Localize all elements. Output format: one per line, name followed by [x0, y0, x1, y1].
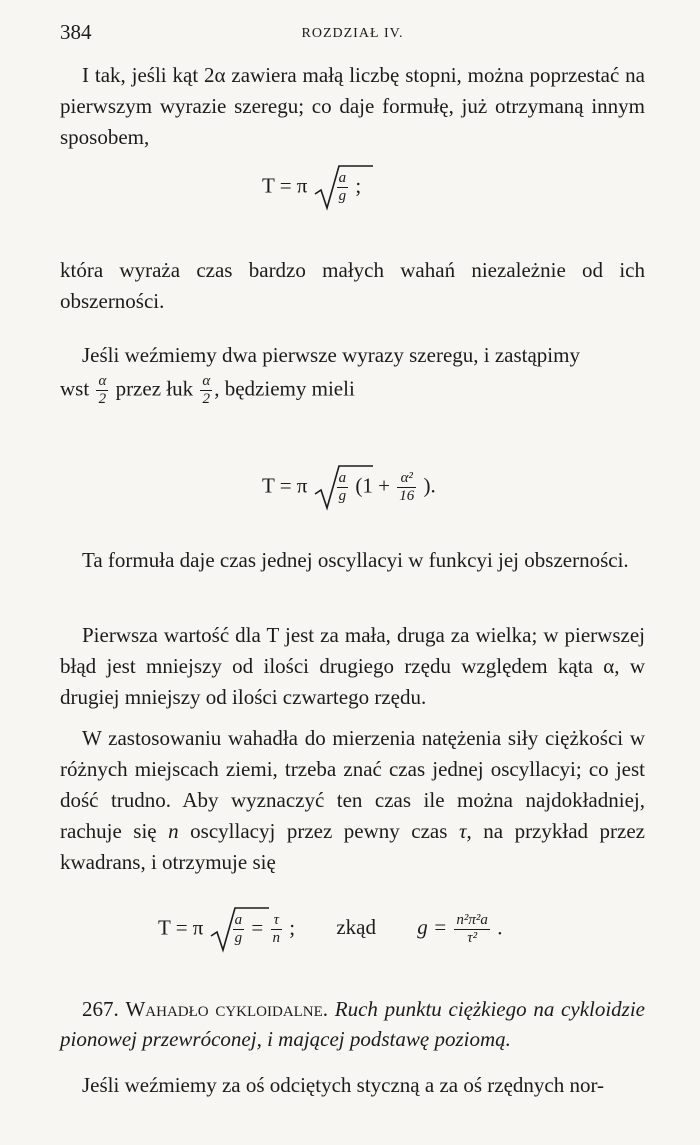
eq1-end: ; — [355, 173, 362, 198]
paragraph-5: Pierwsza wartość dla T jest za mała, druga za wielka; w pierwszej błąd jest mniejszy od ilości drugiego rzędu względem kąta α, w drugiej mniejszy od ilości czwartego rzędu. — [60, 623, 645, 709]
paragraph-1: I tak, jeśli kąt 2α zawiera małą liczbę stopni, można poprzestać na pierwszym wyrazie szeregu; co daje formułę, już otrzymaną innym sposobem, — [60, 63, 645, 149]
eq3-fraction-2 — [271, 912, 283, 947]
sqrt-symbol-3 — [209, 912, 247, 947]
p6-part-a: W zastosowaniu wahadła do mierzenia natężenia siły ciężkości w różnych miejscach ziemi, trzeba znać czas jednej oscyllacyi; co jest dość trudno. Aby wyznaczyć ten czas ile można najdokładniej, rachuje się — [60, 726, 645, 843]
eq3-lhs: T = π — [158, 915, 204, 940]
p3-frac-1-den: 2 — [98, 391, 107, 407]
eq2-numerator-2: α² — [397, 470, 416, 488]
section-title: Wahadło cykloidalne. — [125, 997, 329, 1021]
section-number: 267. — [82, 997, 119, 1021]
paragraph-6 — [60, 723, 645, 878]
equation-2 — [262, 470, 436, 505]
p3-frac-1-num: α — [98, 373, 107, 389]
p3-bedziemy: , będziemy mieli — [214, 376, 355, 401]
p3-frac-2 — [200, 373, 212, 408]
eq3-zkad: zkąd — [336, 915, 376, 940]
sqrt-symbol-2 — [313, 470, 351, 505]
eq3-denominator: g — [234, 930, 243, 946]
eq1-lhs: T = π — [262, 173, 308, 198]
p3-przez-luk: przez łuk — [115, 376, 194, 401]
paragraph-3b — [60, 373, 645, 408]
equation-1 — [262, 170, 361, 205]
eq3-denominator-3: τ² — [467, 930, 478, 946]
eq3-fraction-3 — [454, 912, 490, 947]
paragraph-2: która wyraża czas bardzo małych wahań niezależnie od ich obszerności. — [60, 258, 645, 313]
equation-3 — [158, 912, 502, 947]
eq2-denominator-2: 16 — [399, 488, 415, 504]
eq3-numerator-2: τ — [271, 912, 283, 930]
eq1-numerator: a — [338, 170, 347, 186]
eq2-fraction-2 — [397, 470, 416, 505]
eq2-numerator: a — [338, 470, 347, 486]
eq3-end: . — [497, 915, 503, 940]
eq2-end: ). — [423, 473, 436, 498]
p6-part-b: oscyllacyj przez pewny czas — [178, 819, 459, 843]
page-header — [60, 20, 645, 50]
page-number: 384 — [60, 20, 92, 44]
eq3-semicolon: ; — [289, 915, 296, 940]
sqrt-symbol — [313, 170, 351, 205]
paragraph-3a: Jeśli weźmiemy dwa pierwsze wyrazy szeregu, i zastąpimy — [82, 343, 580, 367]
eq2-denominator: g — [338, 488, 347, 504]
eq2-paren: (1 + — [355, 473, 390, 498]
sqrt-sign-icon — [209, 906, 269, 956]
eq3-equals: = — [251, 915, 264, 940]
p6-n: n — [168, 819, 179, 843]
p3-wst: wst — [60, 376, 90, 401]
sqrt-sign-icon — [313, 164, 373, 214]
p3-frac-2-den: 2 — [202, 391, 211, 407]
p6-tau: τ — [458, 819, 467, 843]
eq3-denominator-2: n — [272, 930, 280, 946]
eq2-lhs: T = π — [262, 473, 308, 498]
eq3-numerator: a — [234, 912, 243, 928]
sqrt-sign-icon — [313, 464, 373, 514]
last-line: Jeśli weźmiemy za oś odciętych styczną a za oś rzędnych nor- — [82, 1073, 605, 1097]
running-head: ROZDZIAŁ IV. — [301, 26, 404, 41]
section-subtitle: Ruch punktu ciężkiego na cykloidzie pionowej przewróconej, i mającej podstawę poziomą. — [60, 997, 646, 1051]
p3-frac-1 — [96, 373, 108, 408]
eq3-numerator-3: n²π²a — [456, 912, 488, 928]
section-267 — [60, 994, 645, 1054]
eq3-g: g = — [417, 915, 448, 940]
p3-frac-2-num: α — [202, 373, 211, 389]
paragraph-4: Ta formuła daje czas jednej oscyllacyi w funkcyi jej obszerności. — [82, 548, 629, 572]
p6-part-c: , na przykład przez kwadrans, i otrzymuje się — [60, 819, 646, 874]
eq1-denominator: g — [338, 188, 347, 204]
